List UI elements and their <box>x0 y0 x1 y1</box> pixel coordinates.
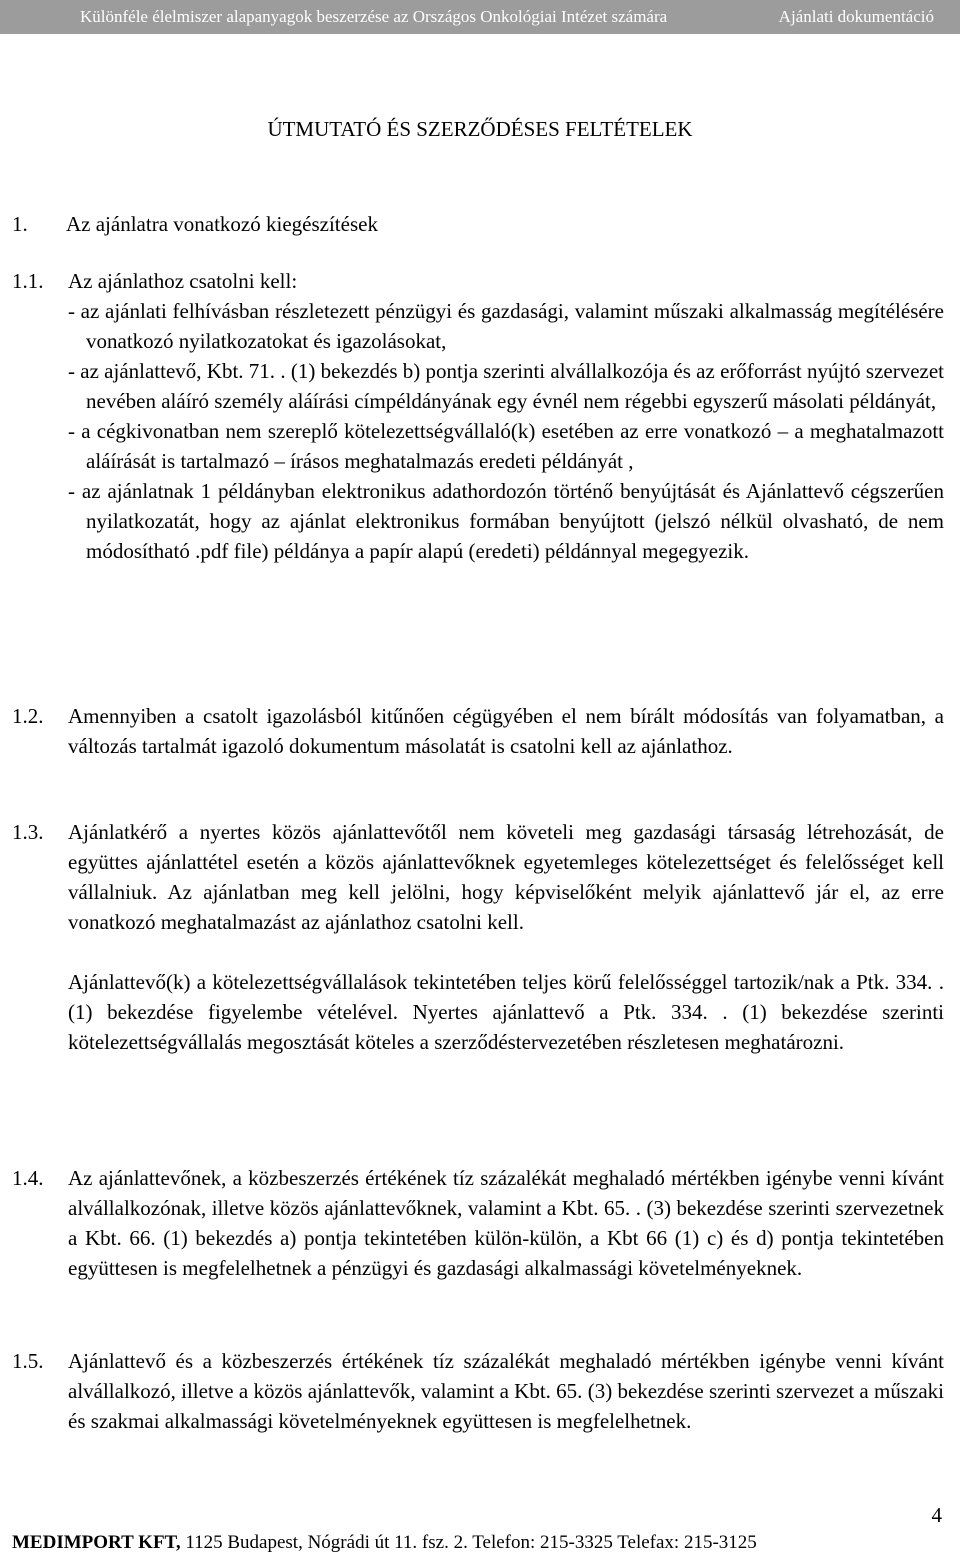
section-number: 1.3. <box>12 820 44 844</box>
section-number: 1.1. <box>12 269 44 293</box>
list-item: - az ajánlattevő, Kbt. 71. . (1) bekezdés b) pontja szerinti alvállalkozója és az erőforrást nyújtó szervezet nevében aláíró személy aláírási címpéldányának egy évnél nem régebbi egyszerű másolati példányát, <box>68 359 944 413</box>
section-number: 1.2. <box>12 704 44 728</box>
section-paragraph: Amennyiben a csatolt igazolásból kitűnően cégügyében el nem bírált módosítás van folyamatban, a változás tartalmát igazoló dokumentum másolatát is csatolni kell az ajánlathoz. <box>68 704 944 758</box>
section-paragraph: Az ajánlattevőnek, a közbeszerzés értékének tíz százalékát meghaladó mértékben igénybe venni kívánt alvállalkozónak, illetve közös ajánlattevőknek, valamint a Kbt. 65. . (3) bekezdése szerinti szervezetnek a Kbt. 66. (1) bekezdés a) pontja tekintetében külön-külön, a Kbt 66 (1) c) és d) pontja tekintetében együttesen is megfelelhetnek a pénzügyi és gazdasági alkalmassági követelményeknek. <box>68 1166 944 1280</box>
section-1-2 <box>12 701 944 761</box>
section-1-5 <box>12 1346 944 1436</box>
section-heading-1 <box>12 207 378 241</box>
page-title: ÚTMUTATÓ ÉS SZERZŐDÉSES FELTÉTELEK <box>267 117 693 141</box>
section-number: 1.5. <box>12 1349 44 1373</box>
section-1-1 <box>12 266 944 566</box>
section-1-3 <box>12 817 944 1057</box>
running-header <box>0 0 960 34</box>
header-document-type: Ajánlati dokumentáció <box>778 7 934 26</box>
section-number: 1. <box>12 212 28 236</box>
header-document-title: Különféle élelmiszer alapanyagok beszerzése az Országos Onkológiai Intézet számára <box>80 7 668 26</box>
section-paragraph: Ajánlatkérő a nyertes közös ajánlattevőtől nem követeli meg gazdasági társaság létrehozását, de együttes ajánlattétel esetén a közös ajánlattevőknek egyetemleges kötelezettséget és felelősséget kell vállalniuk. Az ajánlatban meg kell jelölni, hogy képviselőként melyik ajánlattevő jár el, az erre vonatkozó meghatalmazást az ajánlathoz csatolni kell. <box>68 820 944 934</box>
page-number: 4 <box>931 1503 942 1527</box>
section-paragraph: Ajánlattevő(k) a kötelezettségvállalások tekintetében teljes körű felelősséggel tartozik/nak a Ptk. 334. . (1) bekezdése figyelembe vételével. Nyertes ajánlattevő a Ptk. 334. . (1) bekezdése szerinti kötelezettségvállalás megosztását köteles a szerződéstervezetében részletesen meghatározni. <box>68 970 944 1054</box>
list-item: - az ajánlati felhívásban részletezett pénzügyi és gazdasági, valamint műszaki alkalmasság megítélésére vonatkozó nyilatkozatokat és igazolásokat, <box>68 299 944 353</box>
list-item: - a cégkivonatban nem szereplő kötelezettségvállaló(k) esetében az erre vonatkozó – a meghatalmazott aláírását is tartalmazó – írásos meghatalmazás eredeti példányát , <box>68 419 944 473</box>
section-1-4 <box>12 1163 944 1283</box>
list-item: - az ajánlatnak 1 példányban elektronikus adathordozón történő benyújtását és Ajánlattevő cégszerűen nyilatkozatát, hogy az ajánlat elektronikus formában benyújtott (jelszó nélkül olvasható, de nem módosítható .pdf file) példánya a papír alapú (eredeti) példánnyal megegyezik. <box>68 479 944 563</box>
section-paragraph: Ajánlattevő és a közbeszerzés értékének tíz százalékát meghaladó mértékben igénybe venni kívánt alvállalkozó, illetve a közös ajánlattevők, valamint a Kbt. 65. (3) bekezdése szerinti szervezet a műszaki és szakmai alkalmassági követelményeknek együttesen is megfelelhetnek. <box>68 1349 944 1433</box>
running-footer <box>12 1530 952 1556</box>
section-lead: Az ajánlathoz csatolni kell: <box>68 269 298 293</box>
section-label: Az ajánlatra vonatkozó kiegészítések <box>66 212 378 236</box>
requirements-list <box>68 296 944 566</box>
section-number: 1.4. <box>12 1166 44 1190</box>
footer-contact-details: 1125 Budapest, Nógrádi út 11. fsz. 2. Telefon: 215-3325 Telefax: 215-3125 <box>180 1532 757 1553</box>
footer-company: MEDIMPORT KFT, <box>12 1532 181 1553</box>
